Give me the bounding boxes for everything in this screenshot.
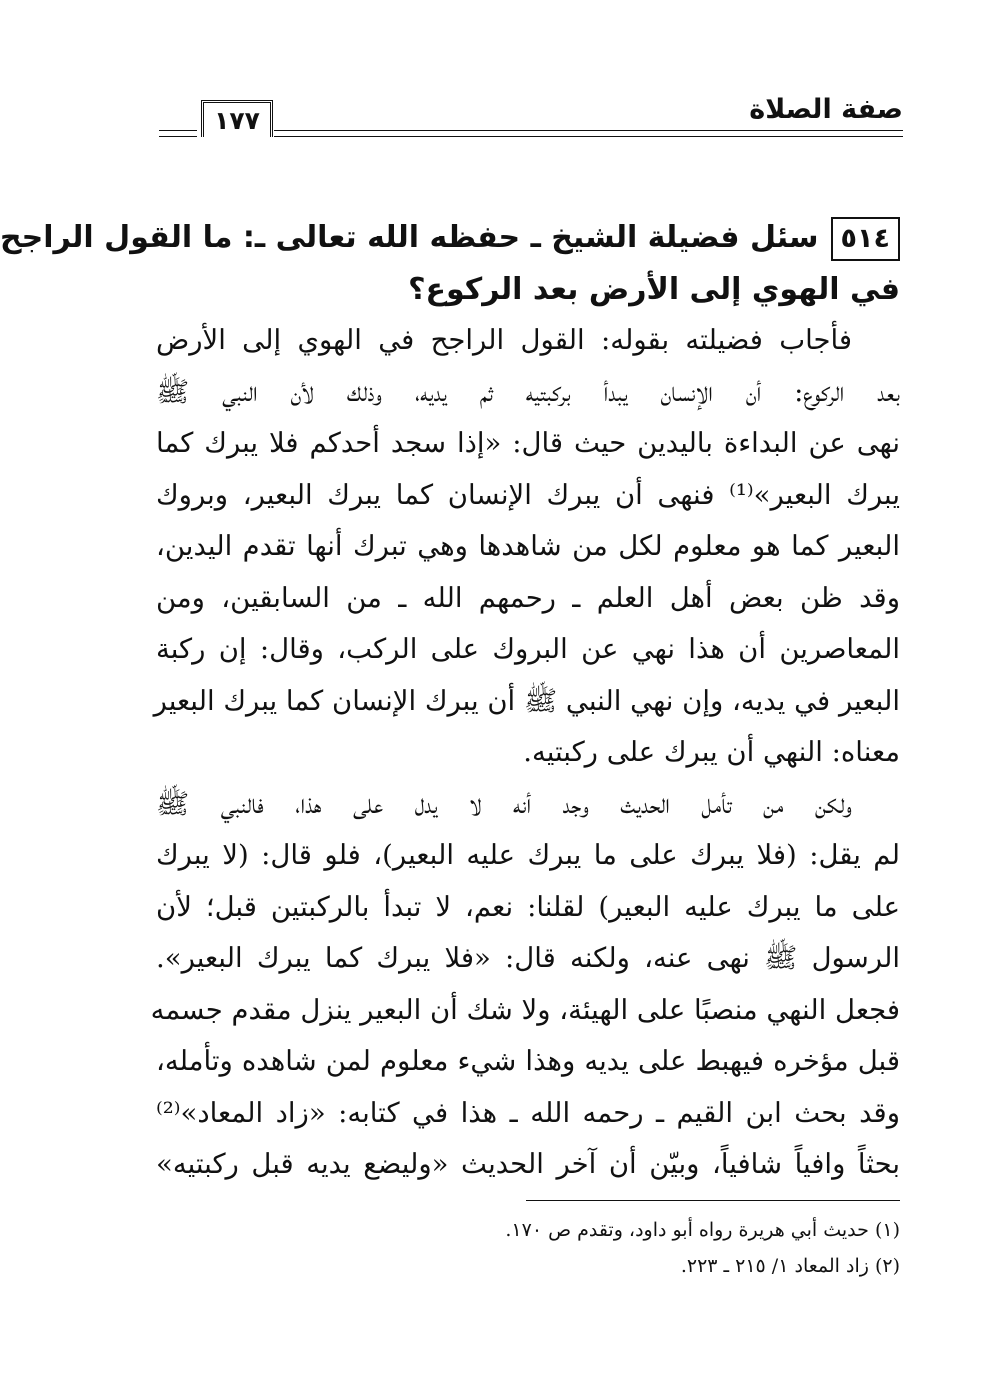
running-title: صفة الصلاة <box>749 94 903 125</box>
footnotes <box>156 1212 900 1284</box>
footnote-1: (١) حديث أبي هريرة رواه أبو داود، وتقدم ص ١٧٠. <box>505 1219 900 1241</box>
body-line: على ما يبرك عليه البعير) لقلنا: نعم، لا تبدأ بالركبتين قبل؛ لأن <box>156 890 900 923</box>
body-line: بحثاً وافياً شافياً، وبيّن أن آخر الحديث «وليضع يديه قبل ركبتيه» <box>156 1148 900 1180</box>
body-line: المعاصرين أن هذا نهي عن البروك على الركب، وقال: إن ركبة <box>156 633 900 665</box>
body-line: بعد الركوع: أن الإنسان يبدأ بركبتيه ثم يديه، وذلك لأن النبي ﷺ <box>156 375 900 408</box>
body-line: البعير كما هو معلوم لكل من شاهدها وهي تبرك أنها تقدم اليدين، <box>156 530 900 562</box>
body-line: وقد بحث ابن القيم ـ رحمه الله ـ هذا في كتابه: «زاد المعاد»⁽²⁾ <box>156 1096 900 1129</box>
body-line: لم يقل: (فلا يبرك على ما يبرك عليه البعير)، فلو قال: (لا يبرك <box>156 839 900 871</box>
body-line: فجعل النهي منصبًا على الهيئة، ولا شك أن البعير ينزل مقدم جسمه <box>150 993 900 1026</box>
page-number: ١٧٧ <box>201 100 273 137</box>
body-line: قبل مؤخره فيهبط على يديه وهذا شيء معلوم لمن شاهده وتأمله، <box>156 1045 900 1077</box>
question-number: ٥١٤ <box>831 217 900 261</box>
page-header <box>159 92 903 142</box>
header-rule <box>274 130 903 137</box>
question-text-1: سئل فضيلة الشيخ ـ حفظه الله تعالى ـ: ما القول الراجح <box>0 220 819 255</box>
footnote-rule <box>526 1200 900 1201</box>
body-line: فأجاب فضيلته بقوله: القول الراجح في الهوي إلى الأرض <box>156 324 852 356</box>
header-rule-left <box>159 130 197 137</box>
body-line: البعير في يديه، وإن نهي النبي ﷺ أن يبرك الإنسان كما يبرك البعير <box>153 684 900 717</box>
body-line: معناه: النهي أن يبرك على ركبتيه. <box>523 736 900 768</box>
question-line-2: في الهوي إلى الأرض بعد الركوع؟ <box>408 271 900 307</box>
footnote-2: (٢) زاد المعاد ١/ ٢١٥ ـ ٢٢٣. <box>680 1255 900 1277</box>
body-line: ولكن من تأمل الحديث وجد أنه لا يدل على هذا، فالنبي ﷺ <box>156 787 852 820</box>
body-line: يبرك البعير»⁽¹⁾ فنهى أن يبرك الإنسان كما يبرك البعير، وبروك <box>156 478 901 511</box>
body-line: نهى عن البداءة باليدين حيث قال: «إذا سجد أحدكم فلا يبرك كما <box>156 427 900 459</box>
body-line: الرسول ﷺ نهى عنه، ولكنه قال: «فلا يبرك كما يبرك البعير». <box>156 942 900 974</box>
main-text <box>0 212 901 1191</box>
question-line-1 <box>0 212 900 264</box>
body-line: وقد ظن بعض أهل العلم ـ رحمهم الله ـ من السابقين، ومن <box>156 581 900 614</box>
